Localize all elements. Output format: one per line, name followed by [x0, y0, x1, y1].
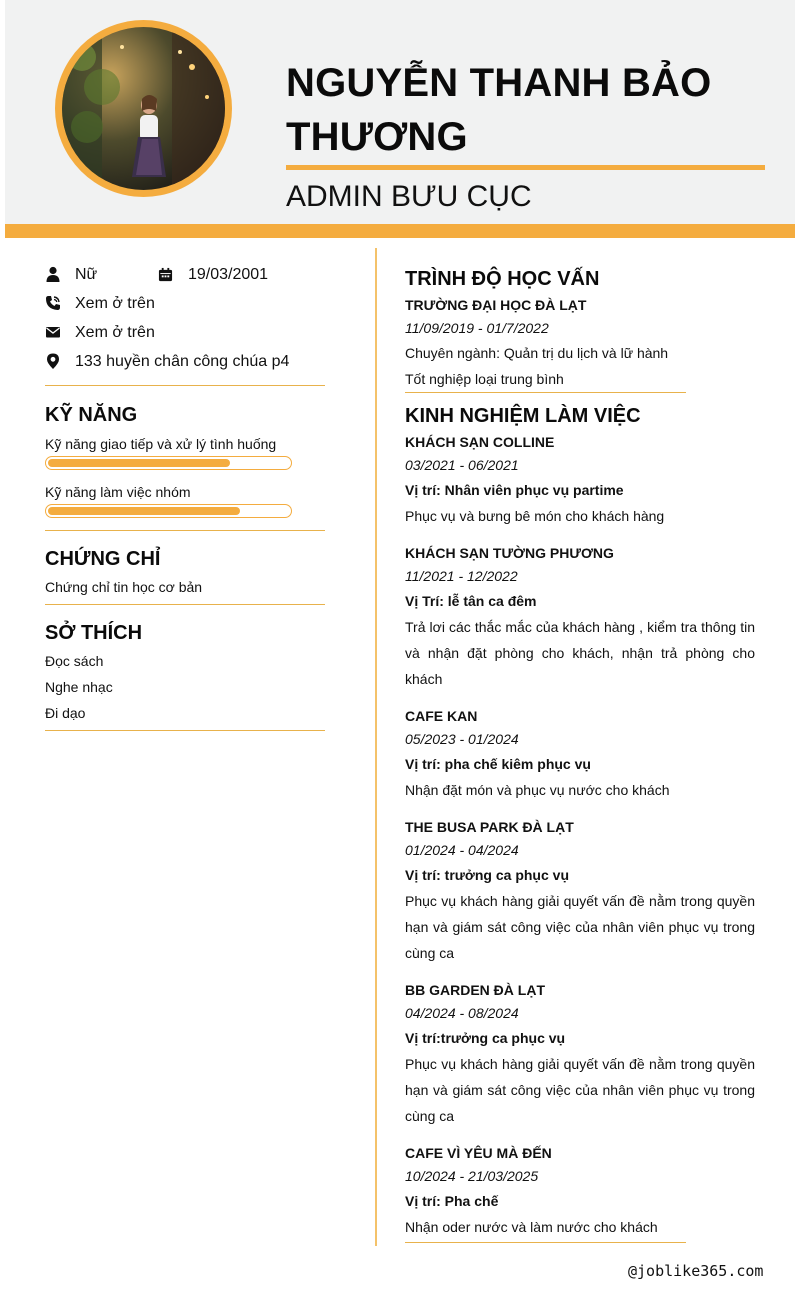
gender-birthdate-row — [45, 262, 325, 291]
skill-bar-fill — [48, 507, 240, 515]
left-column — [45, 262, 325, 731]
education-dates: 11/09/2019 - 01/7/2022 — [405, 320, 549, 336]
experience-item — [405, 705, 755, 803]
job-description: Phục vụ và bưng bê món cho khách hàng — [405, 508, 665, 524]
job-description: Nhận oder nước và làm nước cho khách — [405, 1219, 658, 1235]
hobby-item: Đọc sách — [45, 653, 104, 669]
experience-item — [405, 542, 755, 692]
hobbies-title: SỞ THÍCH — [45, 622, 143, 644]
email: Xem ở trên — [75, 324, 155, 341]
job-description: Phục vụ khách hàng giải quyết vấn đề nằm trong quyền hạn và giám sát công việc của nhân viên phục vụ trong cùng ca — [405, 1056, 755, 1124]
skills-title: KỸ NĂNG — [45, 404, 138, 426]
job-dates: 05/2023 - 01/2024 — [405, 731, 519, 747]
company-name: KHÁCH SẠN COLLINE — [405, 434, 555, 450]
job-description: Phục vụ khách hàng giải quyết vấn đề nằm trong quyền hạn và giám sát công việc của nhân viên phục vụ trong cùng ca — [405, 893, 755, 961]
job-description: Nhận đặt món và phục vụ nước cho khách — [405, 782, 670, 798]
section-divider — [405, 1242, 686, 1243]
job-dates: 10/2024 - 21/03/2025 — [405, 1168, 539, 1184]
experience-item — [405, 816, 755, 966]
birthdate: 19/03/2001 — [188, 266, 269, 283]
job-dates: 03/2021 - 06/2021 — [405, 457, 519, 473]
location-pin-icon — [45, 353, 61, 369]
mail-icon — [45, 324, 61, 340]
experience-item — [405, 979, 755, 1129]
job-dates: 11/2021 - 12/2022 — [405, 568, 518, 584]
hobby-item: Nghe nhạc — [45, 679, 113, 695]
right-column — [405, 264, 755, 1243]
company-name: KHÁCH SẠN TƯỜNG PHƯƠNG — [405, 545, 614, 561]
job-dates: 04/2024 - 08/2024 — [405, 1005, 519, 1021]
footer-brand: @joblike365.com — [628, 1262, 764, 1280]
job-dates: 01/2024 - 04/2024 — [405, 842, 519, 858]
phone-row — [45, 291, 325, 320]
company-name: CAFE KAN — [405, 708, 478, 724]
hobby-item: Đi dạo — [45, 705, 86, 721]
gender: Nữ — [75, 266, 98, 283]
job-position: Vị trí: trưởng ca phục vụ — [405, 867, 569, 883]
skill-label: Kỹ năng làm việc nhóm — [45, 484, 191, 500]
job-title: ADMIN BƯU CỤC — [286, 180, 532, 213]
address-row — [45, 349, 325, 378]
column-divider — [375, 248, 377, 1246]
certificates-title: CHỨNG CHỈ — [45, 548, 161, 570]
user-icon — [45, 266, 61, 282]
header-accent-bar — [5, 224, 795, 238]
profile-photo — [62, 27, 225, 190]
phone-icon — [45, 295, 61, 311]
skill-bar — [45, 456, 292, 470]
certificate-item: Chứng chỉ tin học cơ bản — [45, 579, 203, 595]
address: 133 huyền chân công chúa p4 — [75, 353, 290, 370]
skill-bar-fill — [48, 459, 230, 467]
section-divider — [45, 730, 325, 731]
skill-label: Kỹ năng giao tiếp và xử lý tình huống — [45, 436, 277, 452]
experience-item — [405, 1142, 755, 1240]
education-grade: Tốt nghiệp loại trung bình — [405, 371, 564, 387]
company-name: BB GARDEN ĐÀ LẠT — [405, 982, 545, 998]
skill-bar — [45, 504, 292, 518]
company-name: THE BUSA PARK ĐÀ LẠT — [405, 819, 574, 835]
company-name: CAFE VÌ YÊU MÀ ĐẾN — [405, 1145, 552, 1161]
experience-title: KINH NGHIỆM LÀM VIỆC — [405, 405, 641, 427]
email-row — [45, 320, 325, 349]
candidate-name: NGUYỄN THANH BẢO THƯƠNG — [286, 61, 712, 159]
education-title: TRÌNH ĐỘ HỌC VẤN — [405, 268, 600, 290]
name-underline — [286, 165, 765, 170]
job-position: Vị Trí: lễ tân ca đêm — [405, 593, 537, 609]
job-position: Vị trí:trưởng ca phục vụ — [405, 1030, 566, 1046]
education-major: Chuyên ngành: Quản trị du lịch và lữ hành — [405, 345, 669, 361]
experience-item — [405, 431, 755, 529]
calendar-icon — [158, 267, 173, 282]
job-description: Trả lơi các thắc mắc của khách hàng , kiểm tra thông tin và nhận đặt phòng cho khách, nhận trả phòng cho khách — [405, 619, 755, 687]
phone: Xem ở trên — [75, 295, 155, 312]
job-position: Vị trí: Nhân viên phục vụ partime — [405, 482, 624, 498]
job-position: Vị trí: pha chế kiêm phục vụ — [405, 756, 591, 772]
job-position: Vị trí: Pha chế — [405, 1193, 499, 1209]
avatar — [55, 20, 232, 197]
school-name: TRƯỜNG ĐẠI HỌC ĐÀ LẠT — [405, 297, 587, 313]
